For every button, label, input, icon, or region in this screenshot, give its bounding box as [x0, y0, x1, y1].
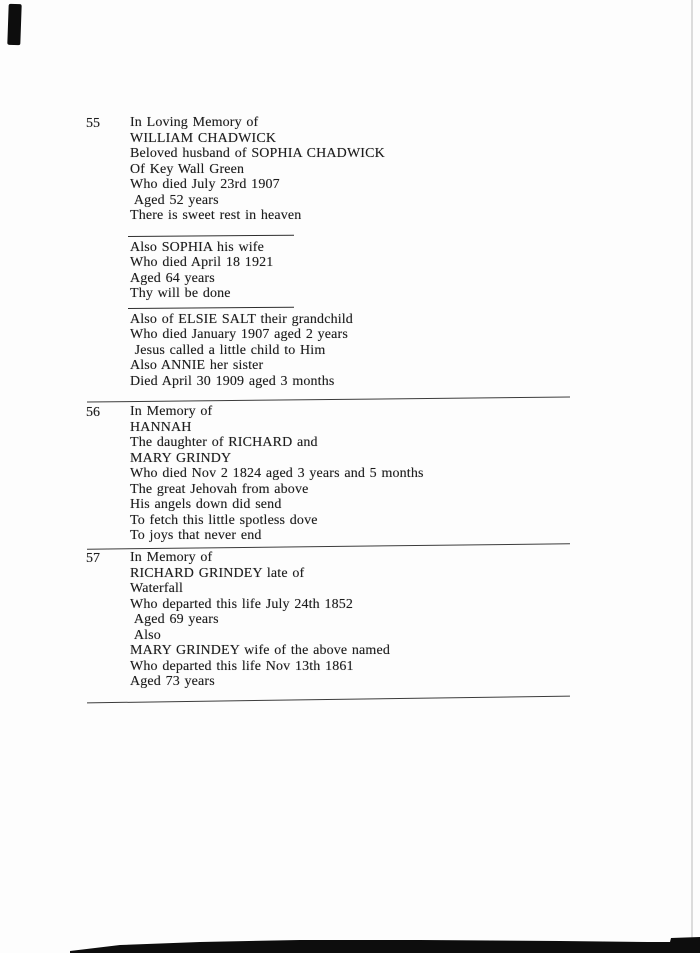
inscription-line: Who died Nov 2 1824 aged 3 years and 5 months: [130, 466, 424, 481]
entry-content: [130, 550, 640, 690]
inscription-line: Waterfall: [130, 581, 184, 596]
section-rule-above-entry-56: [87, 396, 570, 402]
inscription-line: His angels down did send: [130, 497, 282, 512]
entry-content: [130, 115, 640, 389]
inscription-line: Of Key Wall Green: [130, 161, 245, 177]
section-rule-above-entry-57: [87, 543, 570, 549]
inscription-line: Also: [130, 627, 161, 643]
inscription-line: Who departed this life Nov 13th 1861: [130, 658, 354, 674]
scan-page-edge-shadow: [691, 0, 693, 953]
separator-line: [128, 306, 294, 308]
inscription-line: WILLIAM CHADWICK: [130, 130, 277, 146]
scan-artifact-bottom-band: [0, 930, 700, 953]
inscription-line: Who departed this life July 24th 1852: [130, 596, 354, 612]
inscription-line: RICHARD GRINDEY late of: [130, 565, 305, 581]
inscription-line: Who died July 23rd 1907: [130, 177, 280, 192]
inscription-line: In Loving Memory of: [130, 115, 259, 130]
inscription-line: Also SOPHIA his wife: [130, 239, 264, 255]
inscription-entry-55: [0, 115, 640, 389]
inscription-line: Aged 64 years: [130, 270, 215, 286]
inscription-line: MARY GRINDY: [130, 450, 232, 466]
inscription-line: Died April 30 1909 aged 3 months: [130, 373, 335, 389]
inscription-line: Aged 52 years: [130, 192, 219, 208]
inscription-entry-56: [0, 404, 640, 544]
inscription-line: HANNAH: [130, 419, 192, 435]
inscription-line: There is sweet rest in heaven: [130, 208, 302, 223]
inscription-line: Also of ELSIE SALT their grandchild: [130, 311, 353, 327]
scan-artifact-top-left: [7, 4, 21, 45]
section-rule-below-entry-57: [87, 696, 570, 704]
inscription-line: Beloved husband of SOPHIA CHADWICK: [130, 146, 385, 161]
inscription-line: To fetch this little spotless dove: [130, 512, 318, 528]
separator-line: [128, 234, 294, 236]
entry-number: 55: [86, 116, 100, 131]
inscription-line: The great Jehovah from above: [130, 481, 309, 497]
entry-number: 57: [86, 551, 100, 566]
inscription-line: Aged 73 years: [130, 674, 215, 689]
inscription-line: Thy will be done: [130, 286, 231, 301]
inscription-entry-57: [0, 550, 640, 690]
entry-content: [130, 404, 640, 544]
entry-number: 56: [86, 405, 100, 420]
inscription-line: Also ANNIE her sister: [130, 358, 264, 373]
inscription-line: In Memory of: [130, 404, 213, 419]
inscription-line: The daughter of RICHARD and: [130, 435, 318, 450]
inscription-line: MARY GRINDEY wife of the above named: [130, 643, 390, 658]
inscription-line: In Memory of: [130, 550, 213, 565]
inscription-line: Jesus called a little child to Him: [130, 342, 326, 358]
inscription-line: Who died April 18 1921: [130, 255, 274, 270]
inscription-line: Aged 69 years: [130, 612, 219, 627]
inscription-line: To joys that never end: [130, 528, 262, 543]
inscription-line: Who died January 1907 aged 2 years: [130, 327, 348, 342]
